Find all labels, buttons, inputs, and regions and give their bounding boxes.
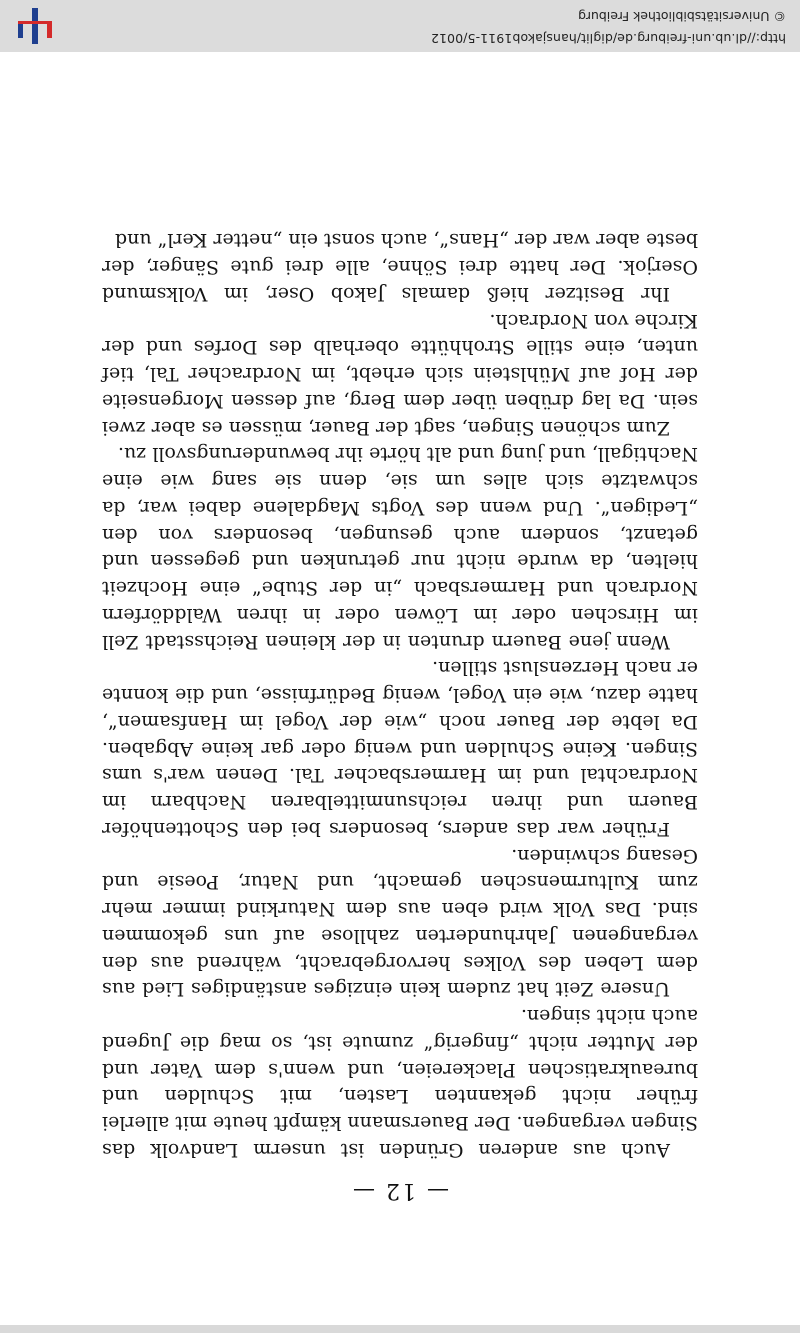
ub-freiburg-logo-icon[interactable] — [12, 8, 52, 44]
footer-bar — [0, 0, 800, 52]
top-edge-bar — [0, 1325, 800, 1333]
logo-bar-left — [47, 22, 52, 38]
paragraph-5: Zum schönen Singen, sagt der Bauer, müssen es aber zwei sein. Da lag drüben über dem Berg, auf dessen Morgenseite der Hof auf Mühlstein sich erhebt, im Nordracher Tal, tief unten, eine stille Strohhütte oberhalb des Dorfes und der Kirche von Nordrach. — [102, 309, 698, 439]
institution-name: Universitätsbibliothek Freiburg — [578, 9, 770, 24]
paragraph-1: Auch aus anderen Gründen ist unserm Landvolk das Singen vergangen. Der Bauersmann kämpft heute mit allerlei früher nicht gekannten Lasten, mit Schulden und bureaukratischen Plackereien, und wenn's dem Vater und der Mutter nicht „fingerig“ zumute ist, so mag die Jugend auch nicht singen. — [102, 1005, 698, 1161]
paragraph-3: Früher war das anders, besonders bei den Schottenhöfer Bauern und ihren reichsunmittelbaren Nachbarn im Nordrachtal und im Harmersbacher Tal. Denen war's ums Singen. Keine Schulden und wenig oder gar keine Abgaben. Da lebte der Bauer noch „wie der Vogel im Hanfsamen“, hatte dazu, wie ein Vogel, wenig Bedürfnisse, und die konnte er nach Herzenslust stillen. — [102, 657, 698, 840]
page-text-block — [102, 227, 698, 1163]
copyright-symbol: © — [773, 9, 786, 24]
paragraph-2: Unsere Zeit hat zudem kein einziges anständiges Lied aus dem Leben des Volkes hervorgebracht, während aus den vergangenen Jahrhunderten zahllose auf uns gekommen sind. Das Volk wird eben aus dem Naturkind immer mehr zum Kulturmenschen gemacht, und Natur, Poesie und Gesang schwinden. — [102, 844, 698, 1001]
paragraph-4: Wenn jene Bauern drunten in der kleinen Reichsstadt Zell im Hirschen oder im Löwen oder in ihren Walddörfern Nordrach und Harmersbach „in der Stube“ eine Hochzeit hielten, da wurde nicht nur getrunken und gegessen und getanzt, sondern auch gesungen, besonders von den „Ledigen“. Und wenn des Vogts Magdalene dabei war, da schwatzte sich alles um sie, denn sie sang wie eine Nachtigall, und jung und alt hörte ihr bewunderungsvoll zu. — [102, 443, 698, 653]
logo-bar-center — [32, 8, 38, 44]
page-number: — 12 — — [351, 1178, 449, 1203]
logo-bar-right — [18, 22, 23, 38]
scanned-page — [0, 52, 800, 1325]
paragraph-6: Ihr Besitzer hieß damals Jakob Oser, im Volksmund Oserjok. Der hatte drei Söhne, alle drei gute Sänger, der beste aber war der „Hans“, auch sonst ein „netter Kerl“ und — [102, 229, 698, 305]
footer-credit — [578, 9, 786, 24]
footer-url-link[interactable]: http://dl.ub.uni-freiburg.de/diglit/hansjakob1911-5/0012 — [430, 31, 786, 46]
logo-crossbar — [18, 21, 52, 24]
